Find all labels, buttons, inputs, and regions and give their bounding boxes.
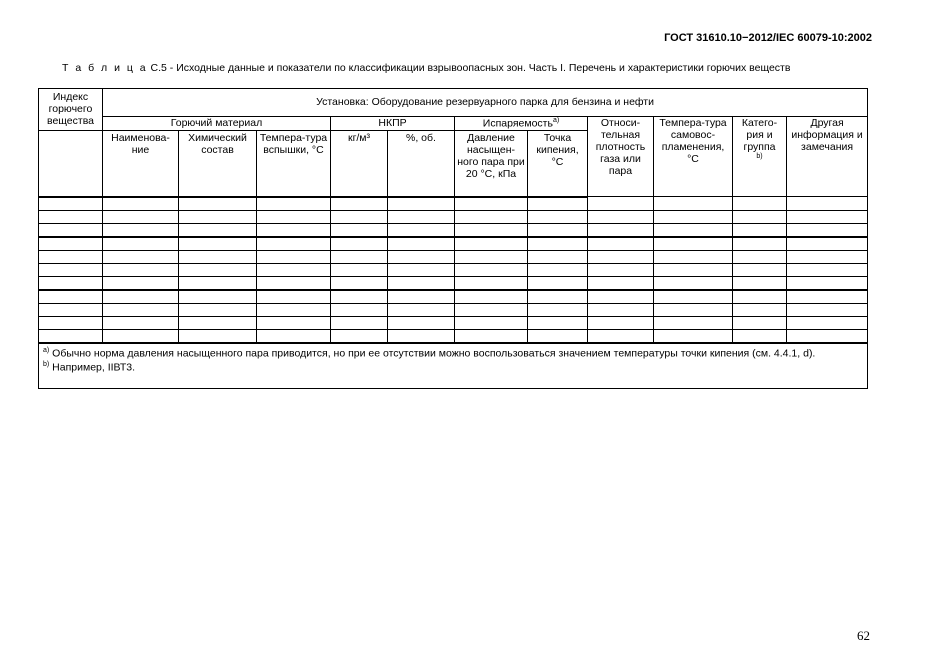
table-cell bbox=[733, 210, 787, 223]
other-info-column-header: Другая информация и замечания bbox=[787, 117, 868, 197]
pct-column-header: %, об. bbox=[388, 130, 455, 197]
footnote-b-text: Например, IIВТ3. bbox=[52, 361, 136, 374]
table-cell bbox=[528, 237, 588, 251]
table-cell bbox=[455, 210, 528, 223]
page-number: 62 bbox=[857, 628, 870, 643]
table-cell bbox=[455, 250, 528, 263]
table-cell bbox=[179, 303, 257, 316]
table-row bbox=[39, 303, 868, 316]
table-cell bbox=[787, 237, 868, 251]
table-cell bbox=[39, 303, 103, 316]
table-cell bbox=[331, 290, 388, 304]
table-cell bbox=[103, 197, 179, 211]
table-cell bbox=[39, 210, 103, 223]
table-cell bbox=[528, 290, 588, 304]
table-cell bbox=[455, 223, 528, 237]
table-cell bbox=[331, 237, 388, 251]
table-cell bbox=[455, 276, 528, 290]
table-cell bbox=[331, 197, 388, 211]
volatility-group-header bbox=[455, 117, 588, 131]
table-cell bbox=[588, 316, 654, 329]
table-cell bbox=[257, 250, 331, 263]
table-cell bbox=[455, 316, 528, 329]
table-cell bbox=[331, 263, 388, 276]
table-cell bbox=[388, 303, 455, 316]
table-cell bbox=[455, 237, 528, 251]
table-cell bbox=[179, 210, 257, 223]
category-footnote-mark: b) bbox=[756, 153, 763, 161]
caption-lead: Т а б л и ц а bbox=[62, 62, 148, 74]
table-cell bbox=[179, 263, 257, 276]
table-caption bbox=[62, 62, 896, 74]
table-cell bbox=[388, 290, 455, 304]
table-cell bbox=[388, 329, 455, 343]
table-cell bbox=[257, 303, 331, 316]
table-cell bbox=[103, 290, 179, 304]
boil-column-header: Точка кипения, °С bbox=[528, 130, 588, 197]
table-cell bbox=[455, 263, 528, 276]
table-cell bbox=[39, 276, 103, 290]
table-cell bbox=[787, 303, 868, 316]
density-column-header: Относи-тельная плотность газа или пара bbox=[588, 117, 654, 197]
table-cell bbox=[39, 250, 103, 263]
table-cell bbox=[39, 197, 103, 211]
table-cell bbox=[103, 276, 179, 290]
table-cell bbox=[588, 210, 654, 223]
table-cell bbox=[733, 263, 787, 276]
table-row bbox=[39, 223, 868, 237]
table-cell bbox=[331, 276, 388, 290]
table-cell bbox=[257, 197, 331, 211]
table-cell bbox=[103, 329, 179, 343]
table-row bbox=[39, 329, 868, 343]
table-cell bbox=[331, 250, 388, 263]
table-cell bbox=[588, 290, 654, 304]
table-cell bbox=[654, 197, 733, 211]
table-cell bbox=[455, 197, 528, 211]
table-cell bbox=[528, 329, 588, 343]
table-cell bbox=[654, 210, 733, 223]
table-cell bbox=[733, 250, 787, 263]
table-cell bbox=[733, 329, 787, 343]
table-cell bbox=[654, 276, 733, 290]
table-cell bbox=[257, 276, 331, 290]
table-cell bbox=[787, 316, 868, 329]
table-cell bbox=[528, 263, 588, 276]
table-cell bbox=[654, 316, 733, 329]
table-cell bbox=[179, 329, 257, 343]
table-cell bbox=[787, 223, 868, 237]
table-cell bbox=[388, 237, 455, 251]
standard-code: ГОСТ 31610.10−2012/IEC 60079-10:2002 bbox=[664, 32, 872, 44]
table-cell bbox=[528, 276, 588, 290]
table-cell bbox=[331, 223, 388, 237]
table-cell bbox=[179, 290, 257, 304]
table-cell bbox=[39, 290, 103, 304]
kgm3-column-header: кг/м³ bbox=[331, 130, 388, 197]
table-cell bbox=[103, 237, 179, 251]
table-cell bbox=[588, 197, 654, 211]
category-column-header bbox=[733, 117, 787, 197]
caption-text: С.5 - Исходные данные и показатели по классификации взрывоопасных зон. Часть I. Перечень и характеристики горючих веществ bbox=[150, 62, 791, 74]
table-cell bbox=[179, 197, 257, 211]
table-cell bbox=[787, 250, 868, 263]
table-cell bbox=[179, 276, 257, 290]
table-cell bbox=[331, 329, 388, 343]
table-cell bbox=[588, 223, 654, 237]
table-cell bbox=[179, 223, 257, 237]
table-cell bbox=[257, 223, 331, 237]
table-cell bbox=[588, 303, 654, 316]
table-cell bbox=[787, 329, 868, 343]
table-cell bbox=[331, 316, 388, 329]
table-cell bbox=[388, 276, 455, 290]
table-cell bbox=[654, 223, 733, 237]
flash-column-header: Темпера-тура вспышки, °С bbox=[257, 130, 331, 197]
footnote-a bbox=[43, 346, 863, 361]
table-cell bbox=[654, 263, 733, 276]
footnote-a-mark: а) bbox=[43, 346, 50, 354]
table-cell bbox=[103, 263, 179, 276]
table-row bbox=[39, 197, 868, 211]
table-cell bbox=[588, 329, 654, 343]
material-group-header: Горючий материал bbox=[103, 117, 331, 131]
table-cell bbox=[528, 197, 588, 211]
table-cell bbox=[787, 263, 868, 276]
table-cell bbox=[179, 250, 257, 263]
table-cell bbox=[257, 210, 331, 223]
index-cell-spacer bbox=[39, 130, 103, 197]
table-cell bbox=[103, 316, 179, 329]
table-cell bbox=[733, 276, 787, 290]
table-cell bbox=[39, 316, 103, 329]
table-cell bbox=[257, 329, 331, 343]
table-cell bbox=[654, 290, 733, 304]
table-cell bbox=[39, 237, 103, 251]
table-cell bbox=[528, 303, 588, 316]
chem-column-header: Химический состав bbox=[179, 130, 257, 197]
table-cell bbox=[733, 223, 787, 237]
table-row bbox=[39, 276, 868, 290]
table-row bbox=[39, 237, 868, 251]
table-cell bbox=[331, 210, 388, 223]
table-cell bbox=[388, 197, 455, 211]
table-cell bbox=[39, 223, 103, 237]
table-cell bbox=[787, 276, 868, 290]
table-cell bbox=[179, 316, 257, 329]
table-row bbox=[39, 316, 868, 329]
table-cell bbox=[528, 250, 588, 263]
table-cell bbox=[733, 316, 787, 329]
table-cell bbox=[733, 237, 787, 251]
table-cell bbox=[588, 263, 654, 276]
table-cell bbox=[39, 263, 103, 276]
table-cell bbox=[654, 329, 733, 343]
table-cell bbox=[103, 210, 179, 223]
pressure-column-header: Давление насыщен-ного пара при 20 °С, кПа bbox=[455, 130, 528, 197]
table-cell bbox=[388, 250, 455, 263]
table-cell bbox=[257, 263, 331, 276]
table-row bbox=[39, 290, 868, 304]
name-column-header: Наименова-ние bbox=[103, 130, 179, 197]
table-cell bbox=[588, 237, 654, 251]
table-cell bbox=[528, 210, 588, 223]
table-cell bbox=[528, 316, 588, 329]
volatility-label: Испаряемость bbox=[482, 117, 553, 130]
table-cell bbox=[39, 329, 103, 343]
footnotes bbox=[39, 343, 868, 389]
table-cell bbox=[654, 250, 733, 263]
table-cell bbox=[787, 210, 868, 223]
table-cell bbox=[787, 290, 868, 304]
category-label: Катего-рия и группа bbox=[741, 117, 778, 154]
table-cell bbox=[588, 276, 654, 290]
table-row bbox=[39, 250, 868, 263]
table-cell bbox=[103, 223, 179, 237]
table-cell bbox=[455, 290, 528, 304]
table-cell bbox=[787, 197, 868, 211]
table-cell bbox=[257, 237, 331, 251]
table-cell bbox=[733, 303, 787, 316]
table-cell bbox=[257, 290, 331, 304]
table-cell bbox=[733, 290, 787, 304]
table-cell bbox=[257, 316, 331, 329]
footnote-b-mark: b) bbox=[43, 361, 50, 369]
table-cell bbox=[103, 303, 179, 316]
table-cell bbox=[388, 263, 455, 276]
nkpr-group-header: НКПР bbox=[331, 117, 455, 131]
installation-header: Установка: Оборудование резервуарного парка для бензина и нефти bbox=[103, 89, 868, 117]
table-cell bbox=[388, 316, 455, 329]
table-cell bbox=[455, 303, 528, 316]
table-cell bbox=[179, 237, 257, 251]
footnote-b bbox=[43, 360, 863, 375]
table-cell bbox=[654, 237, 733, 251]
table-cell bbox=[388, 210, 455, 223]
table-cell bbox=[733, 197, 787, 211]
table-cell bbox=[528, 223, 588, 237]
autoignition-column-header: Темпера-тура самовос-пламенения, °С bbox=[654, 117, 733, 197]
table-cell bbox=[103, 250, 179, 263]
table-cell bbox=[455, 329, 528, 343]
index-column-header: Индекс горючего вещества bbox=[39, 89, 103, 131]
data-table bbox=[38, 88, 868, 389]
volatility-footnote-mark: а) bbox=[552, 117, 560, 124]
table-cell bbox=[331, 303, 388, 316]
table-cell bbox=[388, 223, 455, 237]
table-row bbox=[39, 263, 868, 276]
table-row bbox=[39, 210, 868, 223]
table-cell bbox=[588, 250, 654, 263]
table-cell bbox=[654, 303, 733, 316]
footnote-a-text: Обычно норма давления насыщенного пара приводится, но при ее отсутствии можно воспользоваться значением температуры точки кипения (см. 4.4.1, d). bbox=[52, 347, 816, 360]
